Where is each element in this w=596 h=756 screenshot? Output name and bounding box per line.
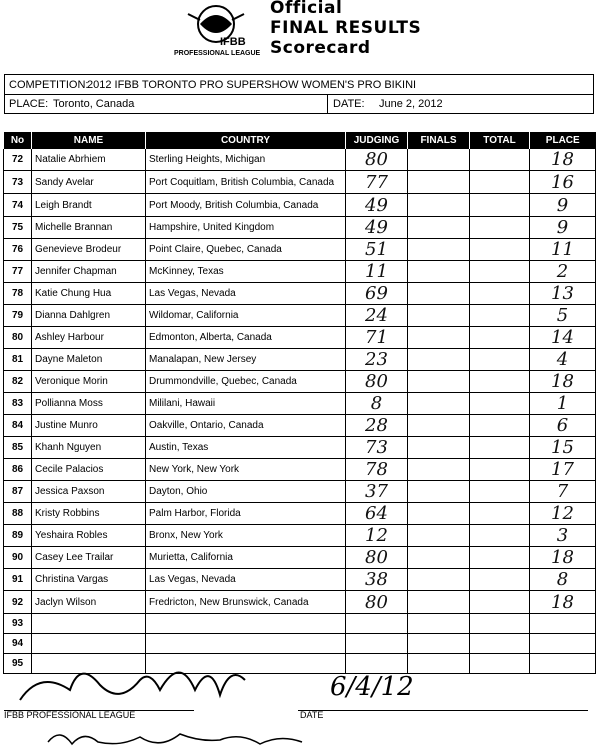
col-no: No	[4, 132, 32, 149]
contestant-name	[32, 614, 146, 634]
table-header-row	[4, 132, 596, 149]
place-value: Toronto, Canada	[53, 98, 135, 110]
finals-score	[408, 371, 470, 393]
ifbb-logo	[170, 2, 262, 64]
table-row	[4, 591, 596, 614]
contestant-name: Michelle Brannan	[32, 217, 146, 239]
table-row	[4, 283, 596, 305]
finals-score	[408, 654, 470, 674]
finals-score	[408, 547, 470, 569]
finals-score	[408, 305, 470, 327]
finals-score	[408, 261, 470, 283]
table-row	[4, 239, 596, 261]
row-number: 95	[4, 654, 32, 674]
judging-score: 8	[346, 393, 408, 415]
contestant-country: Murietta, California	[146, 547, 346, 569]
row-number: 77	[4, 261, 32, 283]
placing: 16	[530, 171, 596, 194]
title-line-1: Official	[270, 0, 343, 18]
contestant-country: Point Claire, Quebec, Canada	[146, 239, 346, 261]
logo-text: IFBB	[220, 36, 246, 48]
placing	[530, 654, 596, 674]
total-score	[470, 503, 530, 525]
table-row	[4, 503, 596, 525]
judging-score: 49	[346, 217, 408, 239]
finals-score	[408, 459, 470, 481]
row-number: 91	[4, 569, 32, 591]
contestant-name: Jaclyn Wilson	[32, 591, 146, 614]
contestant-name: Kristy Robbins	[32, 503, 146, 525]
contestant-country: Port Coquitlam, British Columbia, Canada	[146, 171, 346, 194]
contestant-country: Las Vegas, Nevada	[146, 569, 346, 591]
total-score	[470, 327, 530, 349]
placing: 15	[530, 437, 596, 459]
finals-score	[408, 239, 470, 261]
row-number: 90	[4, 547, 32, 569]
place-label: PLACE:	[9, 98, 49, 110]
total-score	[470, 261, 530, 283]
judging-score: 64	[346, 503, 408, 525]
total-score	[470, 569, 530, 591]
placing: 14	[530, 327, 596, 349]
placing	[530, 614, 596, 634]
placing: 5	[530, 305, 596, 327]
judging-score: 77	[346, 171, 408, 194]
judging-score: 69	[346, 283, 408, 305]
row-number: 84	[4, 415, 32, 437]
table-row	[4, 525, 596, 547]
competition-info	[4, 74, 594, 114]
contestant-country: Oakville, Ontario, Canada	[146, 415, 346, 437]
placing: 13	[530, 283, 596, 305]
judging-score: 51	[346, 239, 408, 261]
table-row	[4, 481, 596, 503]
row-number: 83	[4, 393, 32, 415]
placing: 18	[530, 371, 596, 393]
judging-score: 80	[346, 149, 408, 171]
row-number: 74	[4, 194, 32, 217]
judging-score: 73	[346, 437, 408, 459]
placing: 2	[530, 261, 596, 283]
competition-label: COMPETITION:	[9, 79, 89, 91]
total-score	[470, 437, 530, 459]
table-row	[4, 305, 596, 327]
total-score	[470, 194, 530, 217]
finals-score	[408, 525, 470, 547]
row-number: 81	[4, 349, 32, 371]
contestant-name: Dianna Dahlgren	[32, 305, 146, 327]
judging-score: 37	[346, 481, 408, 503]
total-score	[470, 481, 530, 503]
contestant-country: Edmonton, Alberta, Canada	[146, 327, 346, 349]
table-row	[4, 415, 596, 437]
total-score	[470, 149, 530, 171]
divider	[327, 94, 328, 114]
contestant-country: Wildomar, California	[146, 305, 346, 327]
judging-score: 78	[346, 459, 408, 481]
judging-score: 28	[346, 415, 408, 437]
judging-score: 23	[346, 349, 408, 371]
results-body	[4, 149, 596, 674]
contestant-name: Leigh Brandt	[32, 194, 146, 217]
table-row	[4, 261, 596, 283]
placing: 6	[530, 415, 596, 437]
placing: 1	[530, 393, 596, 415]
contestant-country: Las Vegas, Nevada	[146, 283, 346, 305]
contestant-country: Manalapan, New Jersey	[146, 349, 346, 371]
table-row	[4, 171, 596, 194]
results-table	[3, 132, 596, 674]
total-score	[470, 305, 530, 327]
judging-score	[346, 654, 408, 674]
row-number: 80	[4, 327, 32, 349]
row-number: 86	[4, 459, 32, 481]
competition-row	[5, 75, 593, 95]
total-score	[470, 547, 530, 569]
judging-score: 24	[346, 305, 408, 327]
contestant-name: Genevieve Brodeur	[32, 239, 146, 261]
col-judging: JUDGING	[346, 132, 408, 149]
finals-score	[408, 481, 470, 503]
contestant-name: Christina Vargas	[32, 569, 146, 591]
total-score	[470, 171, 530, 194]
finals-score	[408, 283, 470, 305]
finals-score	[408, 415, 470, 437]
place-date-row	[5, 94, 593, 114]
table-row	[4, 149, 596, 171]
judging-score: 12	[346, 525, 408, 547]
finals-score	[408, 194, 470, 217]
total-score	[470, 239, 530, 261]
date-label: DATE:	[333, 98, 365, 110]
total-score	[470, 415, 530, 437]
placing: 18	[530, 591, 596, 614]
judging-score	[346, 634, 408, 654]
finals-score	[408, 393, 470, 415]
contestant-country: Dayton, Ohio	[146, 481, 346, 503]
table-row	[4, 437, 596, 459]
contestant-name: Katie Chung Hua	[32, 283, 146, 305]
total-score	[470, 634, 530, 654]
finals-score	[408, 614, 470, 634]
total-score	[470, 459, 530, 481]
placing: 9	[530, 217, 596, 239]
contestant-country: Bronx, New York	[146, 525, 346, 547]
col-country: COUNTRY	[146, 132, 346, 149]
date-value: June 2, 2012	[379, 98, 443, 110]
judging-score: 80	[346, 547, 408, 569]
finals-score	[408, 327, 470, 349]
total-score	[470, 393, 530, 415]
placing: 4	[530, 349, 596, 371]
contestant-name: Jennifer Chapman	[32, 261, 146, 283]
finals-score	[408, 149, 470, 171]
finals-score	[408, 437, 470, 459]
row-number: 94	[4, 634, 32, 654]
date-footer-label: DATE	[300, 710, 324, 720]
contestant-name: Khanh Nguyen	[32, 437, 146, 459]
initials-scrawl	[40, 722, 320, 756]
contestant-country: Hampshire, United Kingdom	[146, 217, 346, 239]
title-line-3: Scorecard	[270, 38, 371, 58]
placing: 17	[530, 459, 596, 481]
row-number: 78	[4, 283, 32, 305]
table-row	[4, 217, 596, 239]
placing: 8	[530, 569, 596, 591]
contestant-name: Pollianna Moss	[32, 393, 146, 415]
table-row	[4, 547, 596, 569]
contestant-name: Justine Munro	[32, 415, 146, 437]
placing: 11	[530, 239, 596, 261]
date-line	[298, 710, 588, 711]
total-score	[470, 217, 530, 239]
judging-score: 80	[346, 371, 408, 393]
contestant-name: Natalie Abrhiem	[32, 149, 146, 171]
placing: 7	[530, 481, 596, 503]
contestant-name: Veronique Morin	[32, 371, 146, 393]
judging-score	[346, 614, 408, 634]
row-number: 79	[4, 305, 32, 327]
contestant-name: Sandy Avelar	[32, 171, 146, 194]
placing: 18	[530, 149, 596, 171]
table-row	[4, 459, 596, 481]
finals-score	[408, 591, 470, 614]
total-score	[470, 614, 530, 634]
col-name: NAME	[32, 132, 146, 149]
total-score	[470, 349, 530, 371]
table-row	[4, 614, 596, 634]
row-number: 89	[4, 525, 32, 547]
contestant-name: Cecile Palacios	[32, 459, 146, 481]
title-line-2: FINAL RESULTS	[270, 18, 422, 38]
col-place: PLACE	[530, 132, 596, 149]
contestant-country: Fredricton, New Brunswick, Canada	[146, 591, 346, 614]
competition-value: 2012 IFBB TORONTO PRO SUPERSHOW WOMEN'S PRO BIKINI	[87, 79, 417, 91]
contestant-country: Port Moody, British Columbia, Canada	[146, 194, 346, 217]
row-number: 82	[4, 371, 32, 393]
total-score	[470, 371, 530, 393]
finals-score	[408, 349, 470, 371]
judging-score: 80	[346, 591, 408, 614]
finals-score	[408, 171, 470, 194]
table-row	[4, 327, 596, 349]
row-number: 88	[4, 503, 32, 525]
contestant-name: Jessica Paxson	[32, 481, 146, 503]
handwritten-date: 6/4/12	[330, 672, 414, 702]
contestant-name: Yeshaira Robles	[32, 525, 146, 547]
placing: 9	[530, 194, 596, 217]
signature	[10, 650, 260, 710]
judging-score: 38	[346, 569, 408, 591]
row-number: 75	[4, 217, 32, 239]
row-number: 93	[4, 614, 32, 634]
table-row	[4, 371, 596, 393]
finals-score	[408, 503, 470, 525]
contestant-country: Mililani, Hawaii	[146, 393, 346, 415]
scorecard-title	[270, 0, 421, 58]
total-score	[470, 283, 530, 305]
contestant-country: New York, New York	[146, 459, 346, 481]
row-number: 87	[4, 481, 32, 503]
contestant-country: Palm Harbor, Florida	[146, 503, 346, 525]
finals-score	[408, 634, 470, 654]
placing: 18	[530, 547, 596, 569]
row-number: 73	[4, 171, 32, 194]
contestant-name: Ashley Harbour	[32, 327, 146, 349]
contestant-country: Drummondville, Quebec, Canada	[146, 371, 346, 393]
finals-score	[408, 217, 470, 239]
placing	[530, 634, 596, 654]
table-row	[4, 569, 596, 591]
contestant-country: Sterling Heights, Michigan	[146, 149, 346, 171]
contestant-name: Casey Lee Trailar	[32, 547, 146, 569]
scorecard-header	[0, 0, 596, 72]
contestant-name: Dayne Maleton	[32, 349, 146, 371]
table-row	[4, 194, 596, 217]
row-number: 76	[4, 239, 32, 261]
placing: 12	[530, 503, 596, 525]
contestant-country	[146, 614, 346, 634]
judging-score: 49	[346, 194, 408, 217]
total-score	[470, 654, 530, 674]
contestant-country: Austin, Texas	[146, 437, 346, 459]
contestant-country: McKinney, Texas	[146, 261, 346, 283]
row-number: 72	[4, 149, 32, 171]
row-number: 92	[4, 591, 32, 614]
total-score	[470, 591, 530, 614]
finals-score	[408, 569, 470, 591]
judging-score: 71	[346, 327, 408, 349]
judging-score: 11	[346, 261, 408, 283]
table-row	[4, 349, 596, 371]
placing: 3	[530, 525, 596, 547]
total-score	[470, 525, 530, 547]
logo-subtext: PROFESSIONAL LEAGUE	[174, 50, 261, 57]
signature-label: IFBB PROFESSIONAL LEAGUE	[4, 710, 136, 720]
col-finals: FINALS	[408, 132, 470, 149]
col-total: TOTAL	[470, 132, 530, 149]
table-row	[4, 393, 596, 415]
row-number: 85	[4, 437, 32, 459]
